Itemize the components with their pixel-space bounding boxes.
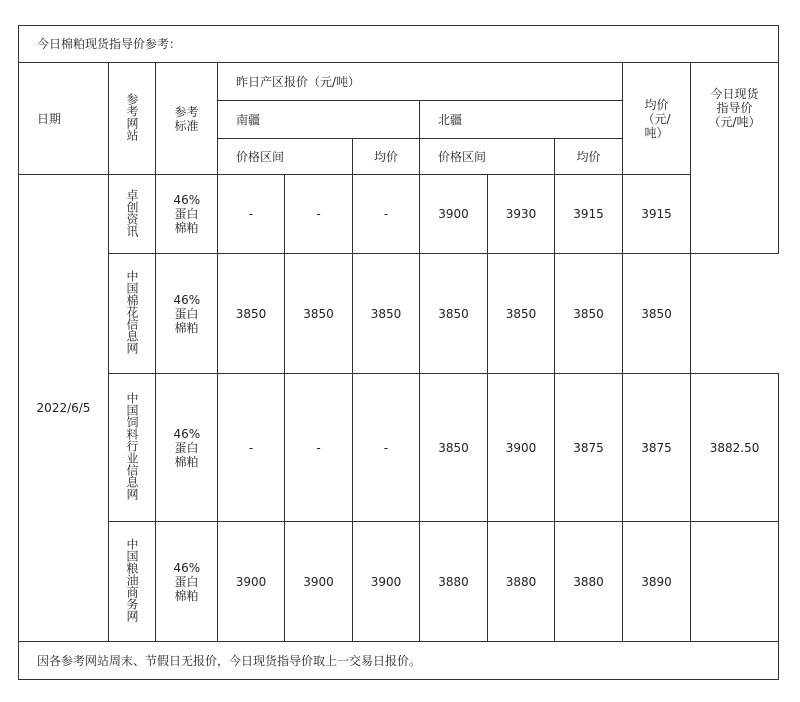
header-avg-text: 均价（元/吨） (642, 97, 671, 140)
header-south: 南疆 (218, 101, 420, 139)
row-avg: 3890 (623, 522, 691, 642)
standard-cell (156, 374, 218, 522)
standard-text: 46%蛋白棉粕 (173, 560, 201, 603)
south-low: - (218, 175, 285, 254)
north-high: 3900 (488, 374, 555, 522)
standard-cell (156, 175, 218, 254)
south-low: - (218, 374, 285, 522)
north-avg: 3915 (555, 175, 623, 254)
header-today-price-text: 今日现货指导价（元/吨） (708, 87, 761, 129)
header-avg (623, 63, 691, 175)
header-north: 北疆 (420, 101, 623, 139)
header-today-price (691, 63, 779, 254)
table-row (19, 254, 779, 374)
north-low: 3850 (420, 374, 488, 522)
table-title: 今日棉粕现货指导价参考： (19, 26, 779, 63)
standard-text: 46%蛋白棉粕 (173, 292, 201, 335)
table-row (19, 175, 779, 254)
site-cell (109, 522, 156, 642)
site-name: 中国粮油商务网 (125, 538, 139, 622)
site-name: 中国饲料行业信息网 (125, 392, 139, 500)
row-avg: 3915 (623, 175, 691, 254)
site-cell (109, 374, 156, 522)
header-north-range: 价格区间 (420, 139, 555, 175)
north-low: 3850 (420, 254, 488, 374)
south-avg: - (353, 374, 420, 522)
south-high: 3850 (285, 254, 353, 374)
date-cell: 2022/6/5 (19, 175, 109, 642)
row-avg: 3875 (623, 374, 691, 522)
price-table (18, 25, 779, 680)
south-avg: 3850 (353, 254, 420, 374)
south-low: 3900 (218, 522, 285, 642)
south-high: - (285, 175, 353, 254)
table-note: 因各参考网站周末、节假日无报价，今日现货指导价取上一交易日报价。 (19, 642, 779, 680)
table-row (19, 522, 779, 642)
south-low: 3850 (218, 254, 285, 374)
header-date: 日期 (19, 63, 109, 175)
north-low: 3900 (420, 175, 488, 254)
south-high: 3900 (285, 522, 353, 642)
north-high: 3850 (488, 254, 555, 374)
header-site (109, 63, 156, 175)
north-avg: 3880 (555, 522, 623, 642)
header-standard (156, 63, 218, 175)
header-yesterday-price: 昨日产区报价（元/吨） (218, 63, 623, 101)
standard-text: 46%蛋白棉粕 (173, 193, 201, 235)
south-high: - (285, 374, 353, 522)
south-avg: - (353, 175, 420, 254)
north-avg: 3850 (555, 254, 623, 374)
site-name: 中国棉花信息网 (125, 270, 139, 354)
header-standard-text: 参考标准 (174, 104, 199, 133)
north-high: 3930 (488, 175, 555, 254)
header-south-avg: 均价 (353, 139, 420, 175)
standard-cell (156, 254, 218, 374)
site-name: 卓创资讯 (125, 188, 139, 237)
site-cell (109, 175, 156, 254)
standard-text: 46%蛋白棉粕 (173, 426, 201, 469)
south-avg: 3900 (353, 522, 420, 642)
guide-price-cell: 3882.50 (691, 374, 779, 522)
guide-price-blank (691, 522, 779, 642)
header-site-text: 参考网站 (125, 93, 139, 141)
north-avg: 3875 (555, 374, 623, 522)
header-north-avg: 均价 (555, 139, 623, 175)
header-south-range: 价格区间 (218, 139, 353, 175)
standard-cell (156, 522, 218, 642)
table-row (19, 374, 779, 522)
north-low: 3880 (420, 522, 488, 642)
site-cell (109, 254, 156, 374)
north-high: 3880 (488, 522, 555, 642)
row-avg: 3850 (623, 254, 691, 374)
